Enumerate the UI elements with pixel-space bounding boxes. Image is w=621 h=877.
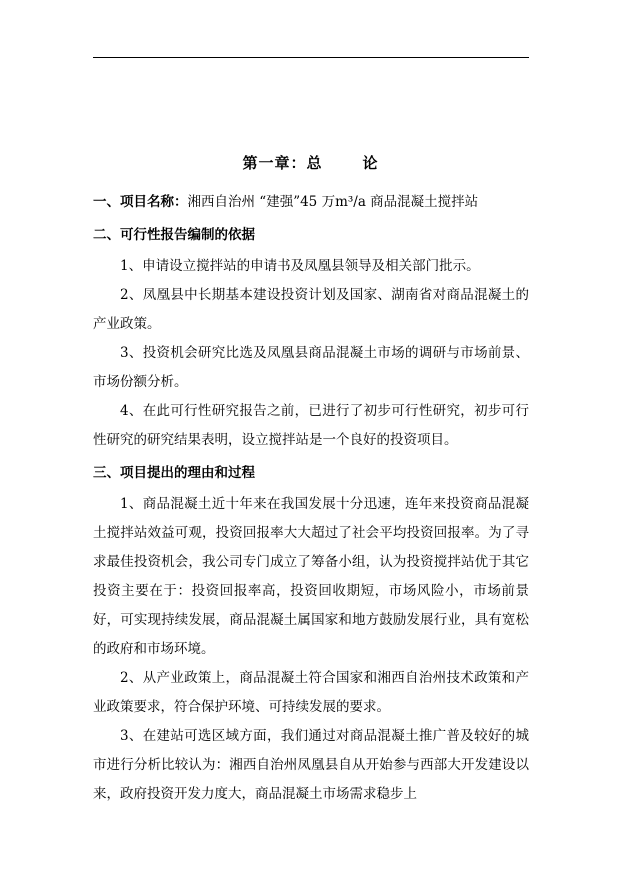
reason-item-2: 2、从产业政策上，商品混凝土符合国家和湘西自治州技术政策和产业政策要求，符合保护环境、可持续发展的要求。 (93, 670, 529, 715)
chapter-title (0, 152, 621, 173)
project-name-label: 一、项目名称： (93, 194, 188, 210)
chapter-title-left: 第一章：总 (242, 154, 323, 172)
section-3-heading: 三、项目提出的理由和过程 (93, 465, 255, 481)
reason-item-3: 3、在建站可选区域方面，我们通过对商品混凝土推广普及较好的城市进行分析比较认为：湘西自治州凤凰县自从开始参与西部大开发建设以来，政府投资开发力度大，商品混凝土市场需求稳步上 (93, 728, 529, 802)
chapter-title-right: 论 (362, 154, 379, 172)
section-2-heading: 二、可行性报告编制的依据 (93, 227, 255, 243)
header-rule (93, 57, 529, 58)
basis-item-3: 3、投资机会研究比选及凤凰县商品混凝土市场的调研与市场前景、市场份额分析。 (93, 345, 529, 390)
document-body (93, 186, 529, 809)
basis-item-2: 2、凤凰县中长期基本建设投资计划及国家、湖南省对商品混凝土的产业政策。 (93, 287, 529, 332)
project-name-value: 湘西自治州 “建强”45 万m³/a 商品混凝土搅拌站 (187, 194, 479, 210)
section-1-heading (93, 186, 529, 219)
basis-item-1: 1、申请设立搅拌站的申请书及凤凰县领导及相关部门批示。 (120, 258, 480, 274)
basis-item-4: 4、在此可行性研究报告之前，已进行了初步可行性研究，初步可行性研究的研究结果表明，设立搅拌站是一个良好的投资项目。 (93, 403, 529, 448)
reason-item-1: 1、商品混凝土近十年来在我国发展十分迅速，连年来投资商品混凝土搅拌站效益可观，投资回报率大大超过了社会平均投资回报率。为了寻求最佳投资机会，我公司专门成立了筹备小组，认为投资搅拌站优于其它投资主要在于：投资回报率高，投资回收期短，市场风险小，市场前景好，可实现持续发展，商品混凝土属国家和地方鼓励发展行业，具有宽松的政府和市场环境。 (93, 496, 529, 657)
